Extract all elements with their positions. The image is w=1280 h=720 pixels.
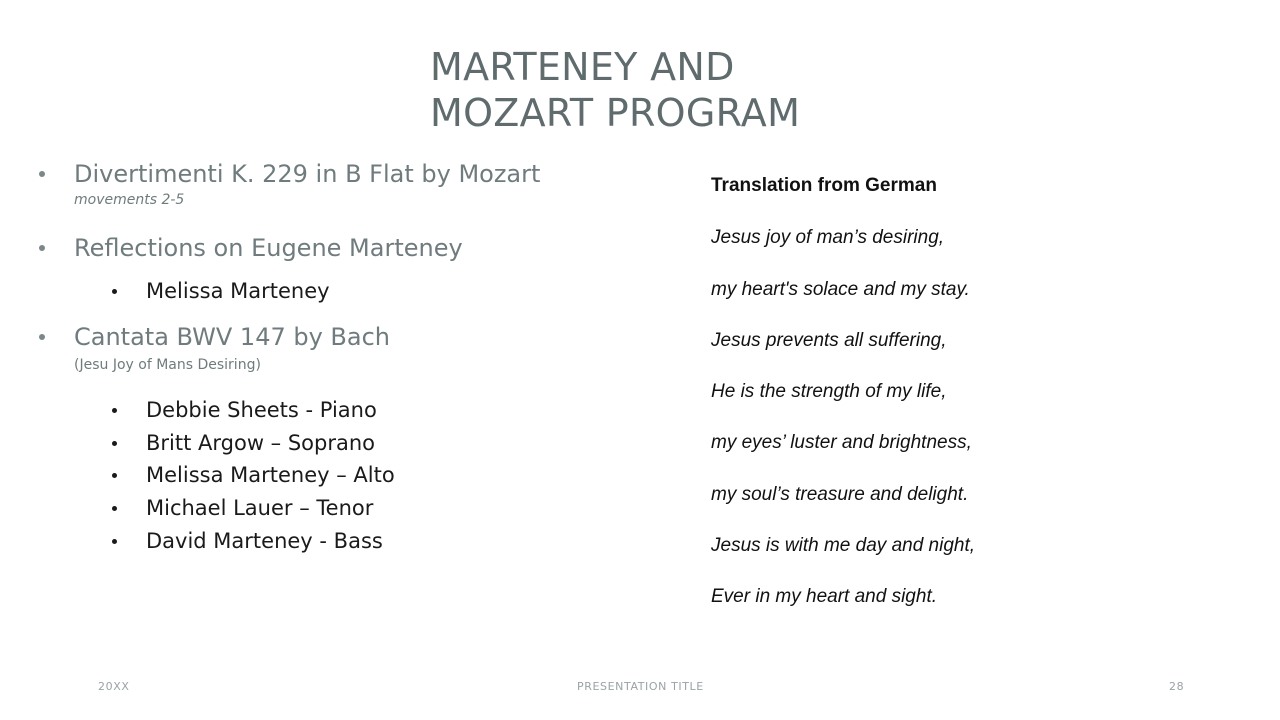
sub-bullet-icon (112, 408, 117, 413)
translation-panel (711, 174, 1131, 607)
performer-melissa-reflections: Melissa Marteney (146, 279, 330, 303)
performer-soprano: Britt Argow – Soprano (146, 431, 376, 455)
sub-bullet-icon (112, 473, 117, 478)
lyric-line: Jesus joy of man’s desiring, (711, 227, 945, 248)
lyric-line: Jesus is with me day and night, (711, 535, 976, 556)
sub-bullet-icon (112, 289, 117, 294)
footer-page-number: 28 (1169, 680, 1185, 693)
program-item-note-cantata: (Jesu Joy of Mans Desiring) (74, 357, 261, 373)
program-item-reflections: Reflections on Eugene Marteney (74, 234, 463, 262)
performer-piano: Debbie Sheets - Piano (146, 398, 377, 422)
performer-alto: Melissa Marteney – Alto (146, 463, 395, 487)
footer-presentation-title: PRESENTATION TITLE (577, 680, 704, 693)
sub-bullet-icon (112, 441, 117, 446)
slide-title-line-1: MARTENEY AND (430, 45, 735, 89)
lyric-line: He is the strength of my life, (711, 381, 947, 402)
lyric-line: my soul’s treasure and delight. (711, 484, 969, 505)
bullet-icon (39, 245, 45, 251)
sub-bullet-icon (112, 539, 117, 544)
performer-bass: David Marteney - Bass (146, 529, 383, 553)
lyric-line: Ever in my heart and sight. (711, 586, 937, 607)
lyric-line: my heart's solace and my stay. (711, 279, 970, 300)
program-item-note-movements: movements 2-5 (74, 192, 185, 208)
sub-bullet-icon (112, 506, 117, 511)
performer-tenor: Michael Lauer – Tenor (146, 496, 374, 520)
program-item-divertimenti: Divertimenti K. 229 in B Flat by Mozart (74, 160, 541, 188)
lyric-line: my eyes’ luster and brightness, (711, 432, 972, 453)
program-item-cantata: Cantata BWV 147 by Bach (74, 323, 391, 351)
translation-heading: Translation from German (711, 175, 937, 196)
slide-title-line-2: MOZART PROGRAM (430, 91, 801, 135)
slide-title (430, 44, 1030, 136)
bullet-icon (39, 171, 45, 177)
bullet-icon (39, 334, 45, 340)
footer-date: 20XX (98, 680, 130, 693)
lyric-line: Jesus prevents all suffering, (711, 330, 947, 351)
